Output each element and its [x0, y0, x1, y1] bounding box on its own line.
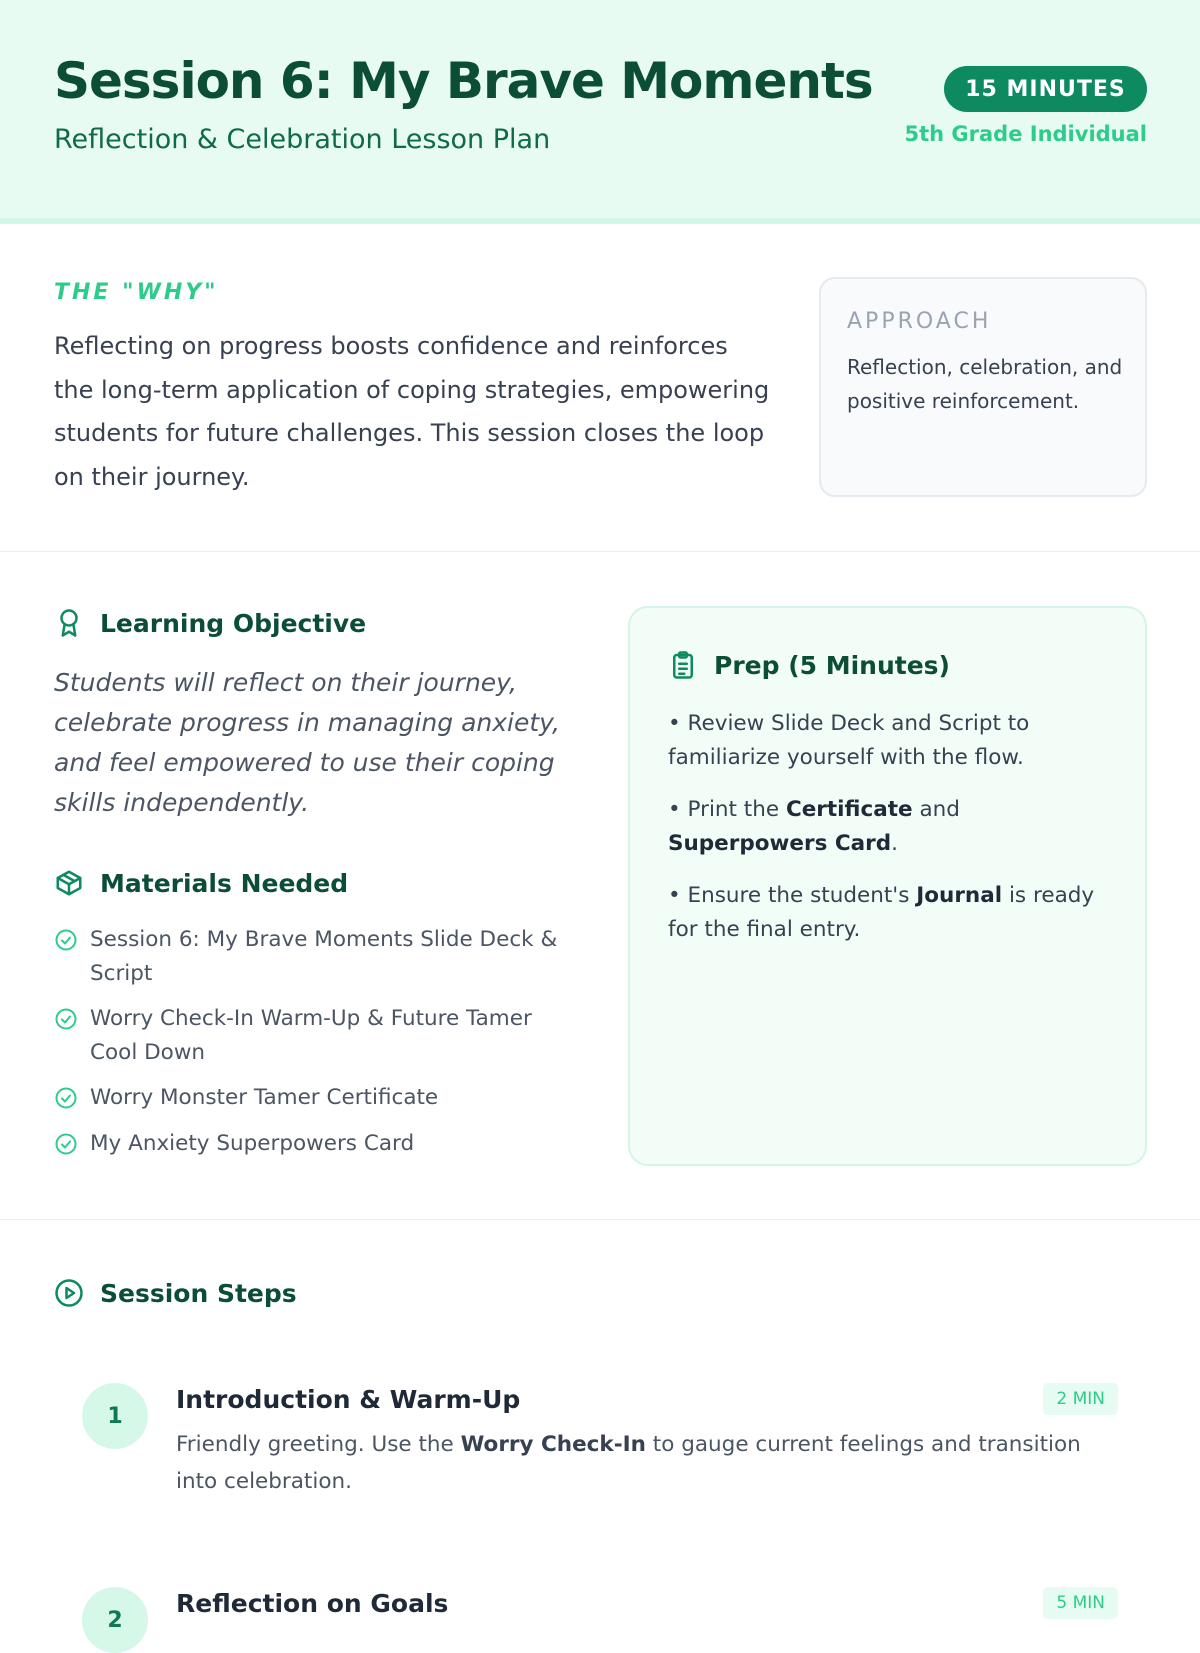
- material-label: Worry Monster Tamer Certificate: [90, 1085, 439, 1110]
- materials-title: Materials Needed: [100, 868, 349, 898]
- step-item: [82, 1383, 1118, 1513]
- material-label: Worry Check-In Warm-Up & Future Tamer Cool Down: [90, 1006, 532, 1065]
- step-duration-badge: 2 MIN: [1043, 1383, 1118, 1415]
- section-divider: [0, 551, 1200, 552]
- prep-item-text: • Ensure the student's: [668, 883, 917, 908]
- duration-badge: 15 MINUTES: [944, 66, 1147, 112]
- page-header: [0, 0, 1200, 224]
- step-desc-bold: Worry Check-In: [460, 1432, 646, 1457]
- why-label: THE "WHY": [54, 280, 219, 305]
- prep-title: Prep (5 Minutes): [714, 650, 950, 680]
- page-subtitle: Reflection & Celebration Lesson Plan: [54, 124, 551, 155]
- list-item: [54, 1081, 564, 1115]
- material-label: Session 6: My Brave Moments Slide Deck & Script: [90, 927, 558, 986]
- step-number: 1: [82, 1383, 148, 1449]
- list-item: [54, 1002, 564, 1069]
- learning-objective-text: Students will reflect on their journey, celebrate progress in managing anxiety, and feel empowered to use their coping skills independently.: [54, 668, 560, 817]
- step-description: [176, 1427, 1106, 1500]
- step-desc-text: to gauge current feelings and transition into celebration.: [176, 1432, 1081, 1494]
- prep-item-text: • Review Slide Deck and Script to familiarize yourself with the flow.: [668, 711, 1030, 770]
- check-circle-icon: [54, 1086, 78, 1110]
- step-number: 2: [82, 1587, 148, 1653]
- list-item: [668, 707, 1108, 774]
- list-item: [54, 1127, 564, 1161]
- materials-list: [54, 923, 564, 1172]
- prep-item-text: is ready for the final entry.: [668, 883, 1095, 942]
- prep-item-text: and: [912, 797, 960, 822]
- prep-item-bold: Superpowers Card: [668, 830, 892, 856]
- prep-item-text: • Print the: [668, 797, 786, 822]
- why-text: Reflecting on progress boosts confidence and reinforces the long-term application of coping strategies, empowering students for future challenges. This session closes the loop on their journey.: [54, 332, 770, 491]
- approach-label: APPROACH: [847, 309, 992, 334]
- prep-item-bold: Certificate: [785, 797, 913, 822]
- play-circle-icon: [54, 1278, 84, 1308]
- step-desc-text: Friendly greeting. Use the: [176, 1432, 461, 1457]
- clipboard-list-icon: [668, 650, 698, 680]
- prep-list: [668, 707, 1108, 965]
- prep-item-text: .: [891, 830, 898, 856]
- approach-card: [819, 277, 1147, 497]
- session-steps-heading: [54, 1278, 297, 1308]
- materials-heading: [54, 868, 348, 898]
- approach-text: Reflection, celebration, and positive reinforcement.: [847, 355, 1123, 413]
- check-circle-icon: [54, 1007, 78, 1031]
- step-item: [82, 1587, 1118, 1633]
- prep-item-bold: Journal: [916, 883, 1003, 908]
- award-ribbon-icon: [54, 608, 84, 638]
- step-title: Reflection on Goals: [176, 1589, 449, 1618]
- learning-objective-heading: [54, 608, 366, 638]
- check-circle-icon: [54, 928, 78, 952]
- list-item: [668, 879, 1108, 946]
- grade-label: 5th Grade Individual: [904, 122, 1147, 146]
- section-divider: [0, 1219, 1200, 1220]
- list-item: [54, 923, 564, 990]
- check-circle-icon: [54, 1132, 78, 1156]
- material-label: My Anxiety Superpowers Card: [90, 1130, 415, 1156]
- list-item: [668, 793, 1108, 860]
- prep-heading: [668, 650, 950, 680]
- step-duration-badge: 5 MIN: [1043, 1587, 1118, 1619]
- learning-objective-title: Learning Objective: [100, 608, 367, 638]
- session-steps-title: Session Steps: [100, 1278, 297, 1308]
- page-title: Session 6: My Brave Moments: [54, 52, 873, 110]
- package-box-icon: [54, 868, 84, 898]
- step-title: Introduction & Warm-Up: [176, 1385, 521, 1414]
